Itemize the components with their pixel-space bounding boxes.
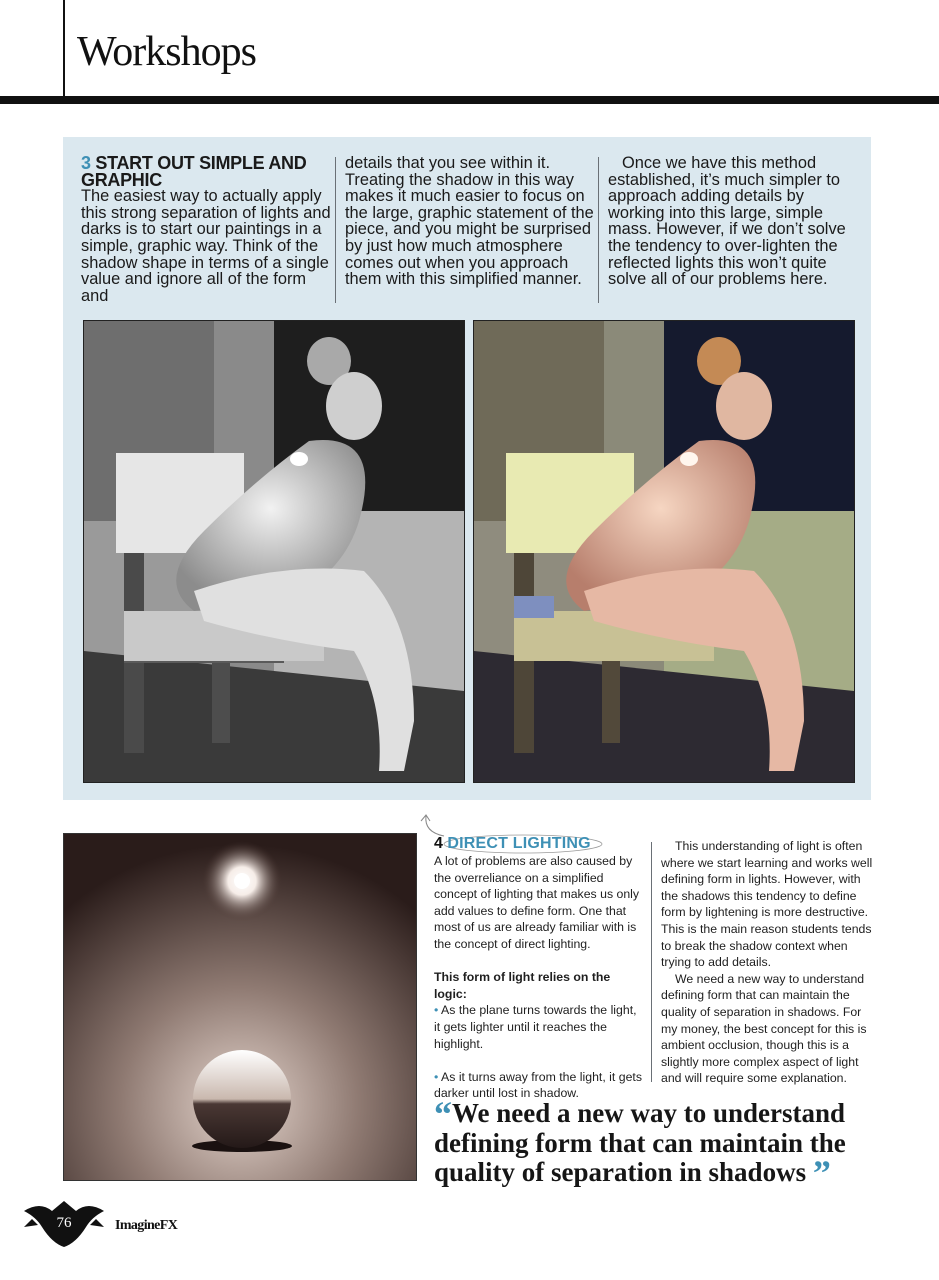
step3-column-2 — [345, 155, 595, 288]
open-quote-mark: “ — [434, 1094, 452, 1134]
step4-column-1 — [434, 836, 646, 1102]
step3-body-3: Once we have this method established, it’s much simpler to approach adding details by working into this large, simple mass. However, if we don’t solve the tendency to over-lighten the reflected lights this won’t quite solve all of our problems here. — [608, 154, 846, 289]
step4-body-para-2: We need a new way to understand defining form that can maintain the quality of separation in shadows. For my money, the best concept for this is ambient occlusion, though this is a slightly more complex aspect of light and will require some explanation. — [661, 971, 867, 1086]
step4-bullet-1 — [434, 1002, 646, 1052]
pull-quote — [434, 1094, 884, 1193]
step4-intro: A lot of problems are also caused by the overreliance on a simplified concept of lighting that makes us only add values to define form. One that most of us are already familiar with is the concept of direct lighting. — [434, 854, 640, 951]
step3-heading-text: START OUT SIMPLE AND GRAPHIC — [81, 153, 307, 190]
color-painting — [473, 320, 855, 783]
bullet-text: As the plane turns towards the light, it gets lighter until it reaches the highlight. — [434, 1003, 637, 1051]
step3-heading — [81, 155, 331, 188]
step4-number: 4 — [434, 835, 443, 852]
bullet-dot-icon: • — [434, 1069, 442, 1084]
grayscale-painting — [83, 320, 465, 783]
column-divider — [651, 842, 652, 1082]
pull-quote-text: We need a new way to understand defining form that can maintain the quality of separation in shadows — [434, 1098, 846, 1187]
column-divider — [335, 157, 336, 303]
close-quote-mark: ” — [812, 1153, 831, 1193]
column-divider — [598, 157, 599, 303]
bullet-text: As it turns away from the light, it gets darker until lost in shadow. — [434, 1069, 642, 1101]
direct-lighting-sphere-illustration — [63, 833, 417, 1181]
page-number: 76 — [56, 1215, 72, 1231]
step4-heading — [434, 836, 646, 852]
step3-number: 3 — [81, 153, 91, 173]
bullet-dot-icon: • — [434, 1003, 442, 1018]
step3-column-3 — [608, 155, 858, 288]
step4-body-para-1: This understanding of light is often where we start learning and works well defining form in lights. However, with the shadows this tendency to define form by lightening is more destructive. This is the main reason students tends to break the shadow context when trying to add details. — [661, 839, 873, 970]
step4-heading-text: DIRECT LIGHTING — [447, 835, 591, 852]
brand-logo: ImagineFX — [115, 1218, 178, 1233]
section-title: Workshops — [77, 29, 256, 75]
step4-column-2 — [661, 838, 875, 1087]
step4-logic-heading: This form of light relies on the logic: — [434, 970, 611, 1001]
step3-column-1 — [81, 155, 331, 304]
step4-bullet-2 — [434, 1069, 646, 1102]
step3-body-1: The easiest way to actually apply this strong separation of lights and darks is to start our paintings in a simple, graphic way. Think of the shadow shape in terms of a single value and ignore all of the form and — [81, 187, 331, 305]
header-vertical-rule — [63, 0, 65, 98]
step3-body-2: details that you see within it. Treating the shadow in this way makes it much easier to focus on the large, graphic statement of the piece, and you might be surprised by just how much atmosphere comes out when you approach them with this simplified manner. — [345, 154, 594, 289]
header-horizontal-rule — [0, 96, 939, 104]
